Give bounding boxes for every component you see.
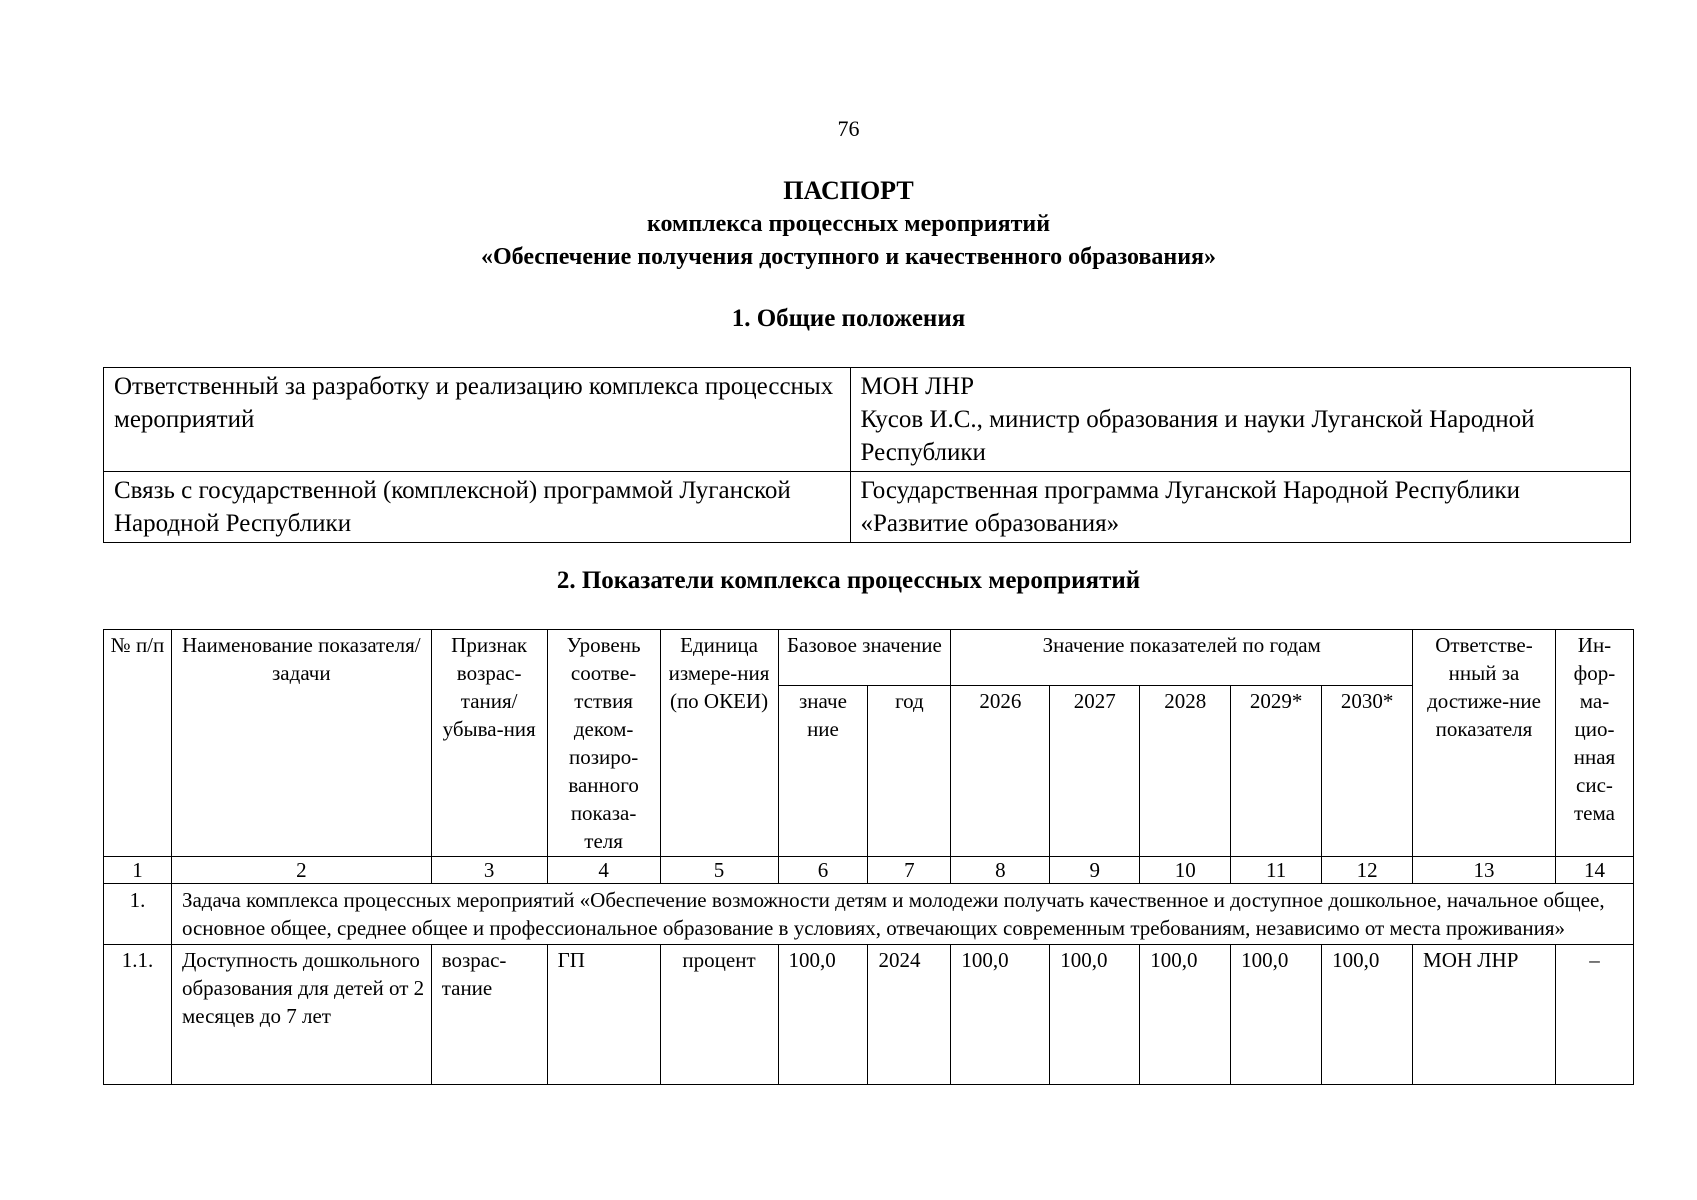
indicator-value-2027: 100,0 [1050, 945, 1140, 1085]
table-row [104, 368, 1631, 472]
indicators-table [103, 629, 1634, 1085]
column-number: 7 [868, 857, 951, 884]
indicator-value-2030: 100,0 [1322, 945, 1413, 1085]
indicator-responsible: МОН ЛНР [1413, 945, 1556, 1085]
indicator-num: 1.1. [104, 945, 172, 1085]
task-num: 1. [104, 884, 172, 945]
header-num: № п/п [104, 630, 172, 857]
indicator-info-system: – [1555, 945, 1633, 1085]
column-number: 3 [431, 857, 547, 884]
table-row [104, 472, 1631, 543]
indicator-unit: процент [660, 945, 778, 1085]
general-provisions-table [103, 367, 1631, 543]
column-number: 12 [1322, 857, 1413, 884]
column-numbers-row [104, 857, 1634, 884]
header-base-year: год [868, 686, 951, 857]
indicator-value-2026: 100,0 [951, 945, 1050, 1085]
document-title [0, 174, 1697, 274]
column-number: 2 [171, 857, 431, 884]
header-responsible: Ответстве-нный за достиже-ние показателя [1413, 630, 1556, 857]
task-text: Задача комплекса процессных мероприятий «Обеспечение возможности детям и молодежи получать качественное и доступное дошкольное, начальное общее, основное общее, среднее общее и профессиональное образование в условиях, отвечающих современным требованиям, независимо от места проживания» [171, 884, 1633, 945]
row-label: Связь с государственной (комплексной) программой Луганской Народной Республики [104, 472, 851, 543]
page-number: 76 [837, 116, 860, 141]
column-number: 9 [1050, 857, 1140, 884]
title-line-1: ПАСПОРТ [783, 176, 914, 205]
header-base-value: значе ние [778, 686, 868, 857]
row-value [850, 368, 1631, 472]
section-2-heading: 2. Показатели комплекса процессных мероприятий [556, 567, 1141, 594]
title-line-2: комплекса процессных мероприятий [646, 211, 1051, 237]
header-sign: Признак возрас-тания/ убыва-ния [431, 630, 547, 857]
header-year-2029: 2029* [1231, 686, 1322, 857]
task-row [104, 884, 1634, 945]
header-info-system: Ин-фор-ма-цио-нная сис-тема [1555, 630, 1633, 857]
column-number: 13 [1413, 857, 1556, 884]
column-number: 5 [660, 857, 778, 884]
header-year-2027: 2027 [1050, 686, 1140, 857]
row-value: Государственная программа Луганской Народной Республики «Развитие образования» [850, 472, 1631, 543]
header-years-group: Значение показателей по годам [951, 630, 1413, 686]
title-line-3: «Обеспечение получения доступного и качественного образования» [480, 244, 1217, 270]
header-year-2030: 2030* [1322, 686, 1413, 857]
table-row [104, 945, 1634, 1085]
header-row [104, 630, 1634, 686]
value-line: МОН ЛНР [860, 373, 975, 400]
column-number: 6 [778, 857, 868, 884]
indicator-name: Доступность дошкольного образования для детей от 2 месяцев до 7 лет [171, 945, 431, 1085]
indicator-base-year: 2024 [868, 945, 951, 1085]
column-number: 8 [951, 857, 1050, 884]
value-line: Кусов И.С., министр образования и науки Луганской Народной Республики [860, 406, 1535, 466]
header-name: Наименование показателя/ задачи [171, 630, 431, 857]
column-number: 14 [1555, 857, 1633, 884]
indicator-sign: возрас-тание [431, 945, 547, 1085]
indicator-base-value: 100,0 [778, 945, 868, 1085]
section-1-heading: 1. Общие положения [731, 305, 966, 332]
indicator-level: ГП [547, 945, 660, 1085]
column-number: 4 [547, 857, 660, 884]
header-year-2028: 2028 [1140, 686, 1231, 857]
header-unit: Единица измере-ния (по ОКЕИ) [660, 630, 778, 857]
indicator-value-2028: 100,0 [1140, 945, 1231, 1085]
header-year-2026: 2026 [951, 686, 1050, 857]
indicator-value-2029: 100,0 [1231, 945, 1322, 1085]
column-number: 1 [104, 857, 172, 884]
header-level: Уровень соотве-тствия деком-позиро-ванного показа-теля [547, 630, 660, 857]
row-label: Ответственный за разработку и реализацию комплекса процессных мероприятий [104, 368, 851, 472]
column-number: 10 [1140, 857, 1231, 884]
column-number: 11 [1231, 857, 1322, 884]
header-base: Базовое значение [778, 630, 951, 686]
